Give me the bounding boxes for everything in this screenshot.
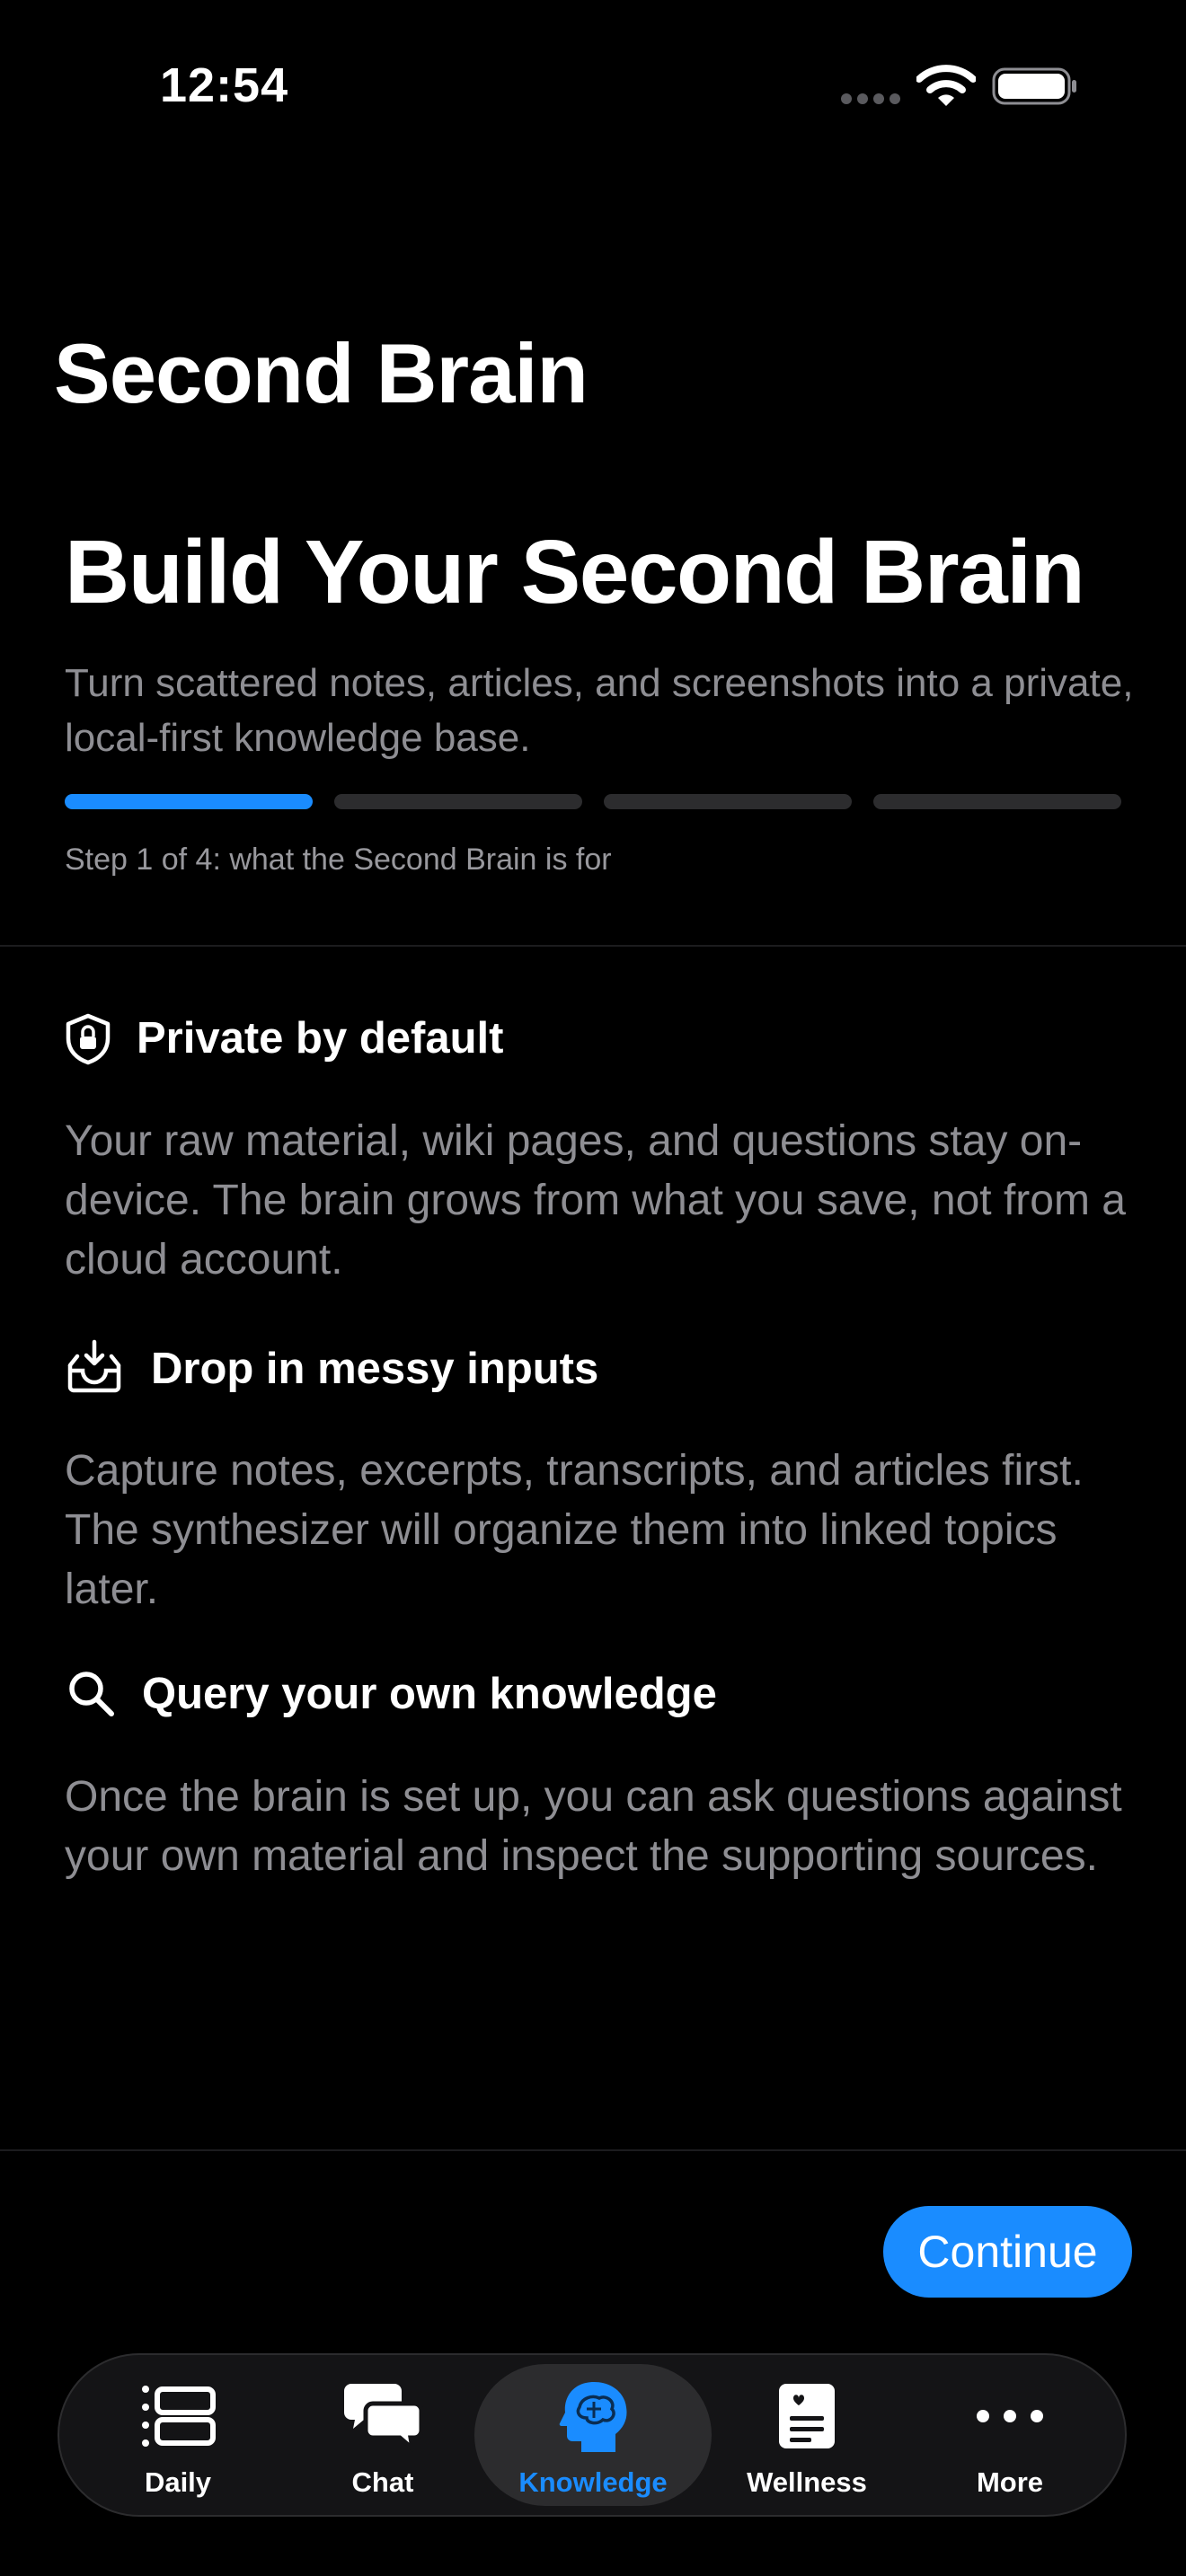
chat-bubbles-icon: [342, 2380, 423, 2452]
progress-segment-3: [604, 794, 852, 809]
shield-lock-icon: [65, 1013, 111, 1065]
magnifying-glass-icon: [66, 1669, 117, 1719]
tab-wellness[interactable]: [706, 2355, 907, 2515]
tab-label-more: More: [976, 2466, 1044, 2498]
step-label: Step 1 of 4: what the Second Brain is for: [65, 842, 612, 877]
wellness-journal-icon: [766, 2380, 847, 2452]
tab-label-daily: Daily: [144, 2466, 212, 2498]
tab-bar: [58, 2353, 1127, 2517]
signal-dots-icon: [841, 93, 900, 104]
progress-segment-1: [65, 794, 313, 809]
tab-label-knowledge: Knowledge: [518, 2466, 668, 2498]
feature-body-inputs: Capture notes, excerpts, transcripts, and articles first. The synthesizer will organize them into linked topics later.: [65, 1447, 1084, 1613]
feature-body-private: Your raw material, wiki pages, and questions stay on-device. The brain grows from what you save, not from a cloud account.: [65, 1117, 1126, 1284]
feature-body-query: Once the brain is set up, you can ask questions against your own material and inspect the supporting sources.: [65, 1773, 1122, 1880]
progress-segment-2: [334, 794, 582, 809]
footer-divider: [0, 2149, 1186, 2151]
onboarding-progress: [65, 794, 1121, 809]
continue-button[interactable]: Continue: [883, 2206, 1132, 2298]
tray-download-icon: [65, 1338, 124, 1394]
daily-list-icon: [137, 2380, 218, 2452]
tab-more[interactable]: [909, 2355, 1111, 2515]
section-divider: [0, 945, 1186, 947]
brain-head-icon: [553, 2380, 633, 2452]
status-time: 12:54: [160, 58, 289, 112]
feature-title-query: Query your own knowledge: [142, 1670, 717, 1718]
tab-knowledge[interactable]: [474, 2355, 712, 2515]
tab-label-chat: Chat: [351, 2466, 414, 2498]
hero-subtitle: Turn scattered notes, articles, and screenshots into a private, local-first knowledge base.: [65, 661, 1134, 760]
battery-icon: [992, 66, 1078, 106]
feature-title-inputs: Drop in messy inputs: [151, 1345, 599, 1393]
feature-title-private: Private by default: [137, 1014, 504, 1063]
status-bar: [0, 0, 1186, 171]
ellipsis-icon: [969, 2380, 1050, 2452]
tab-chat[interactable]: [282, 2355, 483, 2515]
tab-label-wellness: Wellness: [747, 2466, 867, 2498]
nav-title: Second Brain: [54, 326, 588, 420]
progress-segment-4: [873, 794, 1121, 809]
wifi-icon: [916, 65, 976, 108]
tab-daily[interactable]: [77, 2355, 279, 2515]
hero-heading: Build Your Second Brain: [65, 522, 1084, 622]
